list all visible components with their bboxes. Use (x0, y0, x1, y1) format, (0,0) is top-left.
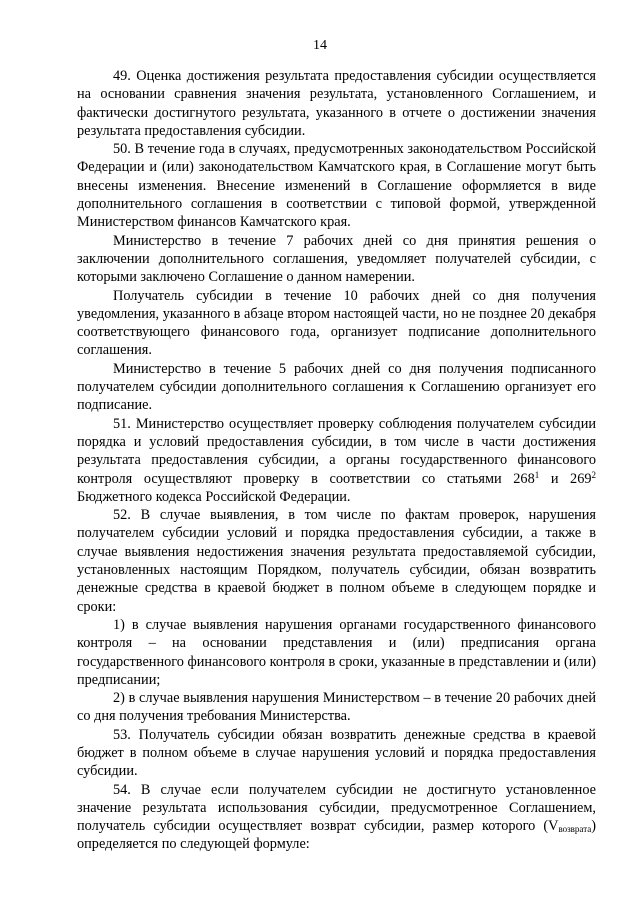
paragraph-54-text-b: ) определяется по следующей формуле: (77, 818, 596, 853)
paragraph-50-ministry-signing: Министерство в течение 5 рабочих дней со дня получения подписанного получателем субсидии дополнительного соглашения к Соглашению организует его подписание. (77, 360, 596, 414)
paragraph-54-text-a: 54. В случае если получателем субсидии не достигнуто установленное значение результата использования субсидии, предусмотренное Соглашением, получатель субсидии осуществляет возврат субсидии, размер которого (V (77, 781, 596, 835)
paragraph-52-item-2: 2) в случае выявления нарушения Министерством – в течение 20 рабочих дней со дня получения требования Министерства. (77, 690, 596, 725)
paragraph-51 (77, 415, 596, 506)
paragraph-50: 50. В течение года в случаях, предусмотренных законодательством Российской Федерации и (или) законодательством Камчатского края, в Соглашение могут быть внесены изменения. Внесение изменений в Соглашение оформляется в виде дополнительного соглашения в соответствии с типовой формой, утвержденной Министерством финансов Камчатского края. (77, 141, 596, 231)
paragraph-49: 49. Оценка достижения результата предоставления субсидии осуществляется на основании сравнения значения результата, установленного Соглашением, и фактически достигнутого результата, указанного в отчете о достижении значения результата предоставления субсидии. (77, 68, 596, 139)
paragraph-50-recipient-signing: Получатель субсидии в течение 10 рабочих дней со дня получения уведомления, указанного в абзаце втором настоящей части, но не позднее 20 декабря соответствующего финансового года, организует подписание дополнительного соглашения. (77, 287, 596, 359)
paragraph-51-text-b: и 269 (539, 470, 592, 487)
page-number: 14 (313, 38, 327, 53)
paragraph-51-text-c: Бюджетного кодекса Российской Федерации. (77, 488, 351, 505)
paragraph-53: 53. Получатель субсидии обязан возвратить денежные средства в краевой бюджет в полном объеме в случае нарушения условий и порядка предоставления субсидии. (77, 726, 596, 780)
paragraph-52-item-1: 1) в случае выявления нарушения органами государственного финансового контроля – на основании представления и (или) предписания органа государственного финансового контроля в сроки, указанные в представлении и (или) предписании; (77, 616, 596, 688)
superscript-269: 2 (591, 469, 596, 480)
subscript-vozvrata: возврата (558, 824, 592, 835)
paragraph-54 (77, 781, 596, 854)
superscript-268: 1 (534, 469, 540, 480)
paragraph-51-text-a: 51. Министерство осуществляет проверку соблюдения получателем субсидии порядка и условий предоставления субсидии, в том числе в части достижения результата предоставления субсидии, а органы государственного финансового контроля осуществляют проверку в соответствии со статьями 268 (77, 415, 596, 487)
paragraph-52: 52. В случае выявления, в том числе по фактам проверок, нарушения получателем субсидии условий и порядка предоставления субсидии, а также в случае выявления недостижения значения результата предоставляемой субсидии, установленных настоящим Порядком, получатель субсидии, обязан возвратить денежные средства в краевой бюджет в полном объеме в следующем порядке и сроки: (77, 507, 596, 615)
paragraph-50-ministry-notice: Министерство в течение 7 рабочих дней со дня принятия решения о заключении дополнительного соглашения, уведомляет получателей субсидии, с которыми заключено Соглашение о данном намерении. (77, 232, 596, 286)
document-body (77, 67, 596, 854)
